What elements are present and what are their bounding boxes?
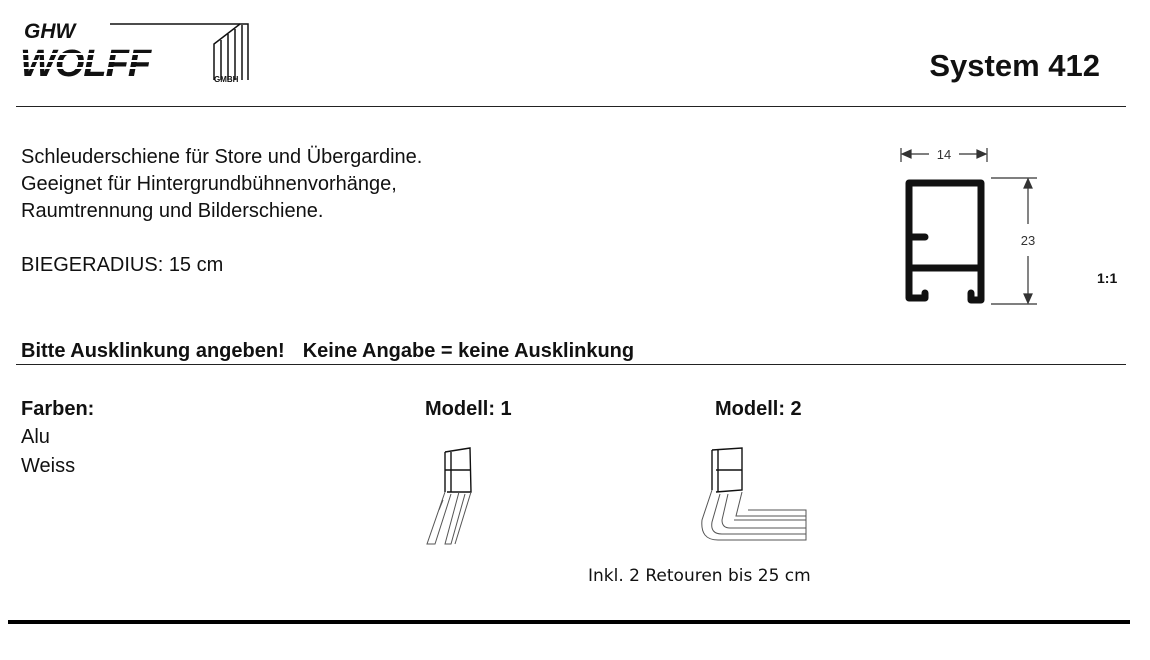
profile-height-label: 23 (1020, 233, 1036, 248)
notch-notice (21, 340, 634, 363)
profile-cross-section-drawing (895, 140, 1055, 310)
profile-width-label: 14 (936, 147, 952, 162)
notice-default: Keine Angabe = keine Ausklinkung (302, 340, 635, 362)
header-divider (16, 106, 1126, 107)
product-description (21, 144, 422, 225)
svg-text:GHW: GHW (24, 20, 76, 43)
color-item: Alu (21, 426, 50, 448)
scale-label: 1:1 (1097, 270, 1118, 286)
svg-text:WOLFF: WOLFF (20, 43, 151, 84)
company-logo (18, 18, 254, 84)
description-line: Schleuderschiene für Store und Übergardine. (21, 146, 423, 168)
notice-instruction: Bitte Ausklinkung angeben! (21, 340, 285, 362)
svg-text:GMBH: GMBH (214, 75, 239, 84)
bend-radius: BIEGERADIUS: 15 cm (21, 254, 224, 276)
page-title: System 412 (929, 48, 1100, 83)
color-item: Weiss (21, 455, 76, 477)
model-2-note: Inkl. 2 Retouren bis 25 cm (588, 566, 811, 586)
section-divider (16, 364, 1126, 365)
model-1-illustration (415, 440, 495, 550)
model-1-label: Modell: 1 (425, 398, 512, 420)
footer-divider (8, 620, 1130, 624)
model-2-illustration (688, 440, 813, 552)
colors-heading: Farben: (21, 398, 95, 420)
description-line: Geeignet für Hintergrundbühnenvorhänge, (21, 173, 397, 195)
description-line: Raumtrennung und Bilderschiene. (21, 200, 324, 222)
model-2-label: Modell: 2 (715, 398, 802, 420)
